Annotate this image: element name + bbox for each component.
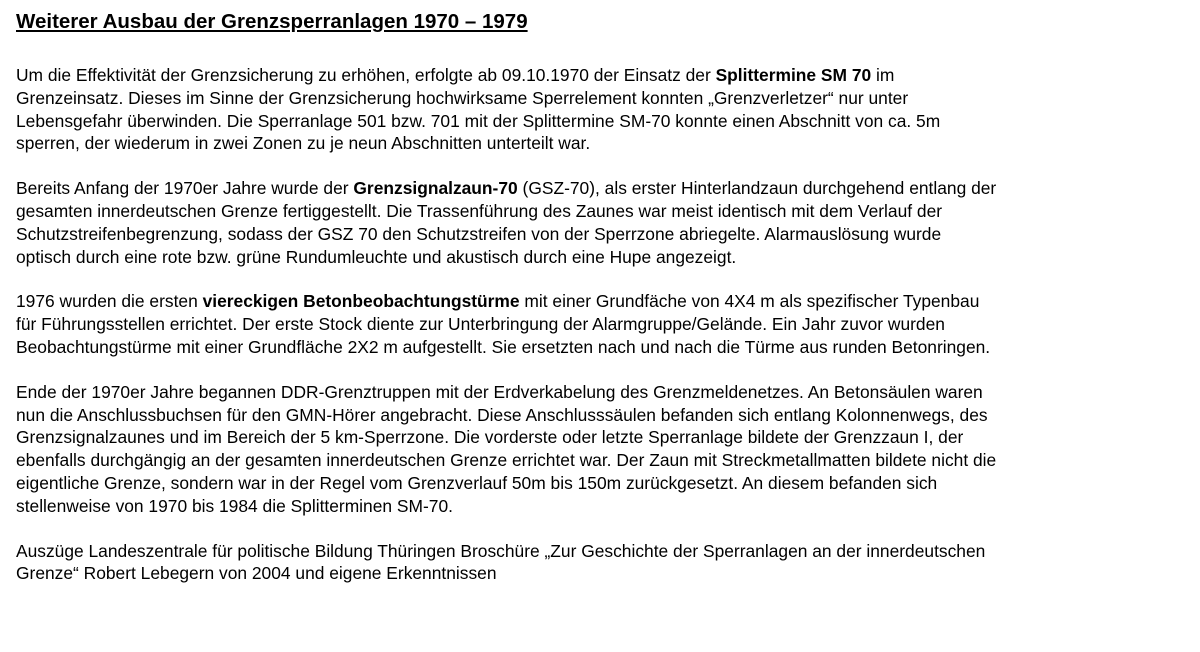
text-line: Beobachtungstürme mit einer Grundfläche 2X2 m aufgestellt. Sie ersetzten nach und nach die Türme aus runden Betonringen. — [16, 336, 991, 357]
text-line — [16, 64, 1188, 87]
spacer — [16, 38, 1188, 64]
text-line: für Führungsstellen errichtet. Der erste Stock diente zur Unterbringung der Alarmgruppe/Gelände. Ein Jahr zuvor wurden — [16, 314, 945, 335]
text-run: (GSZ-70), als erster Hinterlandzaun durchgehend entlang der — [517, 178, 997, 199]
page-title: Weiterer Ausbau der Grenzsperranlagen 1970 – 1979 — [16, 10, 528, 33]
text-run: im — [871, 65, 895, 85]
bold-term-grenzsignalzaun: Grenzsignalzaun-70 — [353, 178, 518, 199]
text-run: mit einer Grundfäche von 4X4 m als spezifischer Typenbau — [519, 291, 980, 312]
text-line: Grenzsignalzaunes und im Bereich der 5 km-Sperrzone. Die vorderste oder letzte Sperranlage bildete der Grenzzaun I, der — [16, 427, 964, 448]
spacer — [16, 359, 1188, 381]
text-line: Schutzstreifenbegrenzung, sodass der GSZ 70 den Schutzstreifen von der Sperrzone abriegelte. Alarmauslösung wurde — [16, 223, 942, 244]
text-line: Ende der 1970er Jahre begannen DDR-Grenztruppen mit der Erdverkabelung des Grenzmeldenetzes. An Betonsäulen waren — [16, 381, 983, 402]
text-line: Auszüge Landeszentrale für politische Bildung Thüringen Broschüre „Zur Geschichte der Sperranlagen an der innerdeutschen — [16, 540, 986, 561]
text-line — [16, 290, 1188, 313]
paragraph-splittermine — [16, 64, 1188, 155]
text-line: Grenze“ Robert Lebegern von 2004 und eigene Erkenntnissen — [16, 563, 497, 584]
text-run: Bereits Anfang der 1970er Jahre wurde der — [16, 178, 354, 199]
text-line: optisch durch eine rote bzw. grüne Rundumleuchte und akustisch durch eine Hupe angezeigt. — [16, 246, 737, 267]
spacer — [16, 155, 1188, 177]
text-line: Grenzeinsatz. Dieses im Sinne der Grenzsicherung hochwirksame Sperrelement konnten „Grenzverletzer“ nur unter — [16, 87, 909, 108]
text-line: stellenweise von 1970 bis 1984 die Splitterminen SM-70. — [16, 495, 453, 516]
text-line: nun die Anschlussbuchsen für den GMN-Hörer angebracht. Diese Anschlusssäulen befanden sich entlang Kolonnenwegs, des — [16, 404, 988, 425]
text-line: ebenfalls durchgängig an der gesamten innerdeutschen Grenze errichtet war. Der Zaun mit Streckmetallmatten bildete nicht die — [16, 450, 997, 471]
text-line: gesamten innerdeutschen Grenze fertiggestellt. Die Trassenführung des Zaunes war meist identisch mit dem Verlauf der — [16, 200, 943, 221]
spacer — [16, 518, 1188, 540]
text-line: eigentliche Grenze, sondern war in der Regel vom Grenzverlauf 50m bis 150m zurückgesetzt. An diesem befanden sich — [16, 472, 938, 493]
spacer — [16, 268, 1188, 290]
text-line — [16, 177, 1188, 200]
text-line: sperren, der wiederum in zwei Zonen zu je neun Abschnitten unterteilt war. — [16, 133, 591, 154]
text-run: 1976 wurden die ersten — [16, 291, 203, 312]
paragraph-quelle — [16, 540, 1188, 586]
bold-term-splittermine: Splittermine SM 70 — [715, 65, 872, 85]
paragraph-erdverkabelung — [16, 381, 1188, 518]
text-run: Um die Effektivität der Grenzsicherung zu erhöhen, erfolgte ab 09.10.1970 der Einsatz der — [16, 65, 716, 85]
paragraph-grenzsignalzaun — [16, 177, 1188, 268]
text-line: Lebensgefahr überwinden. Die Sperranlage 501 bzw. 701 mit der Splittermine SM-70 konnte einen Abschnitt von ca. 5m — [16, 110, 941, 131]
paragraph-beobachtungstuerme — [16, 290, 1188, 358]
document-page — [16, 6, 1188, 585]
bold-term-betonbeobachtungstuerme: viereckigen Betonbeobachtungstürme — [202, 291, 520, 312]
